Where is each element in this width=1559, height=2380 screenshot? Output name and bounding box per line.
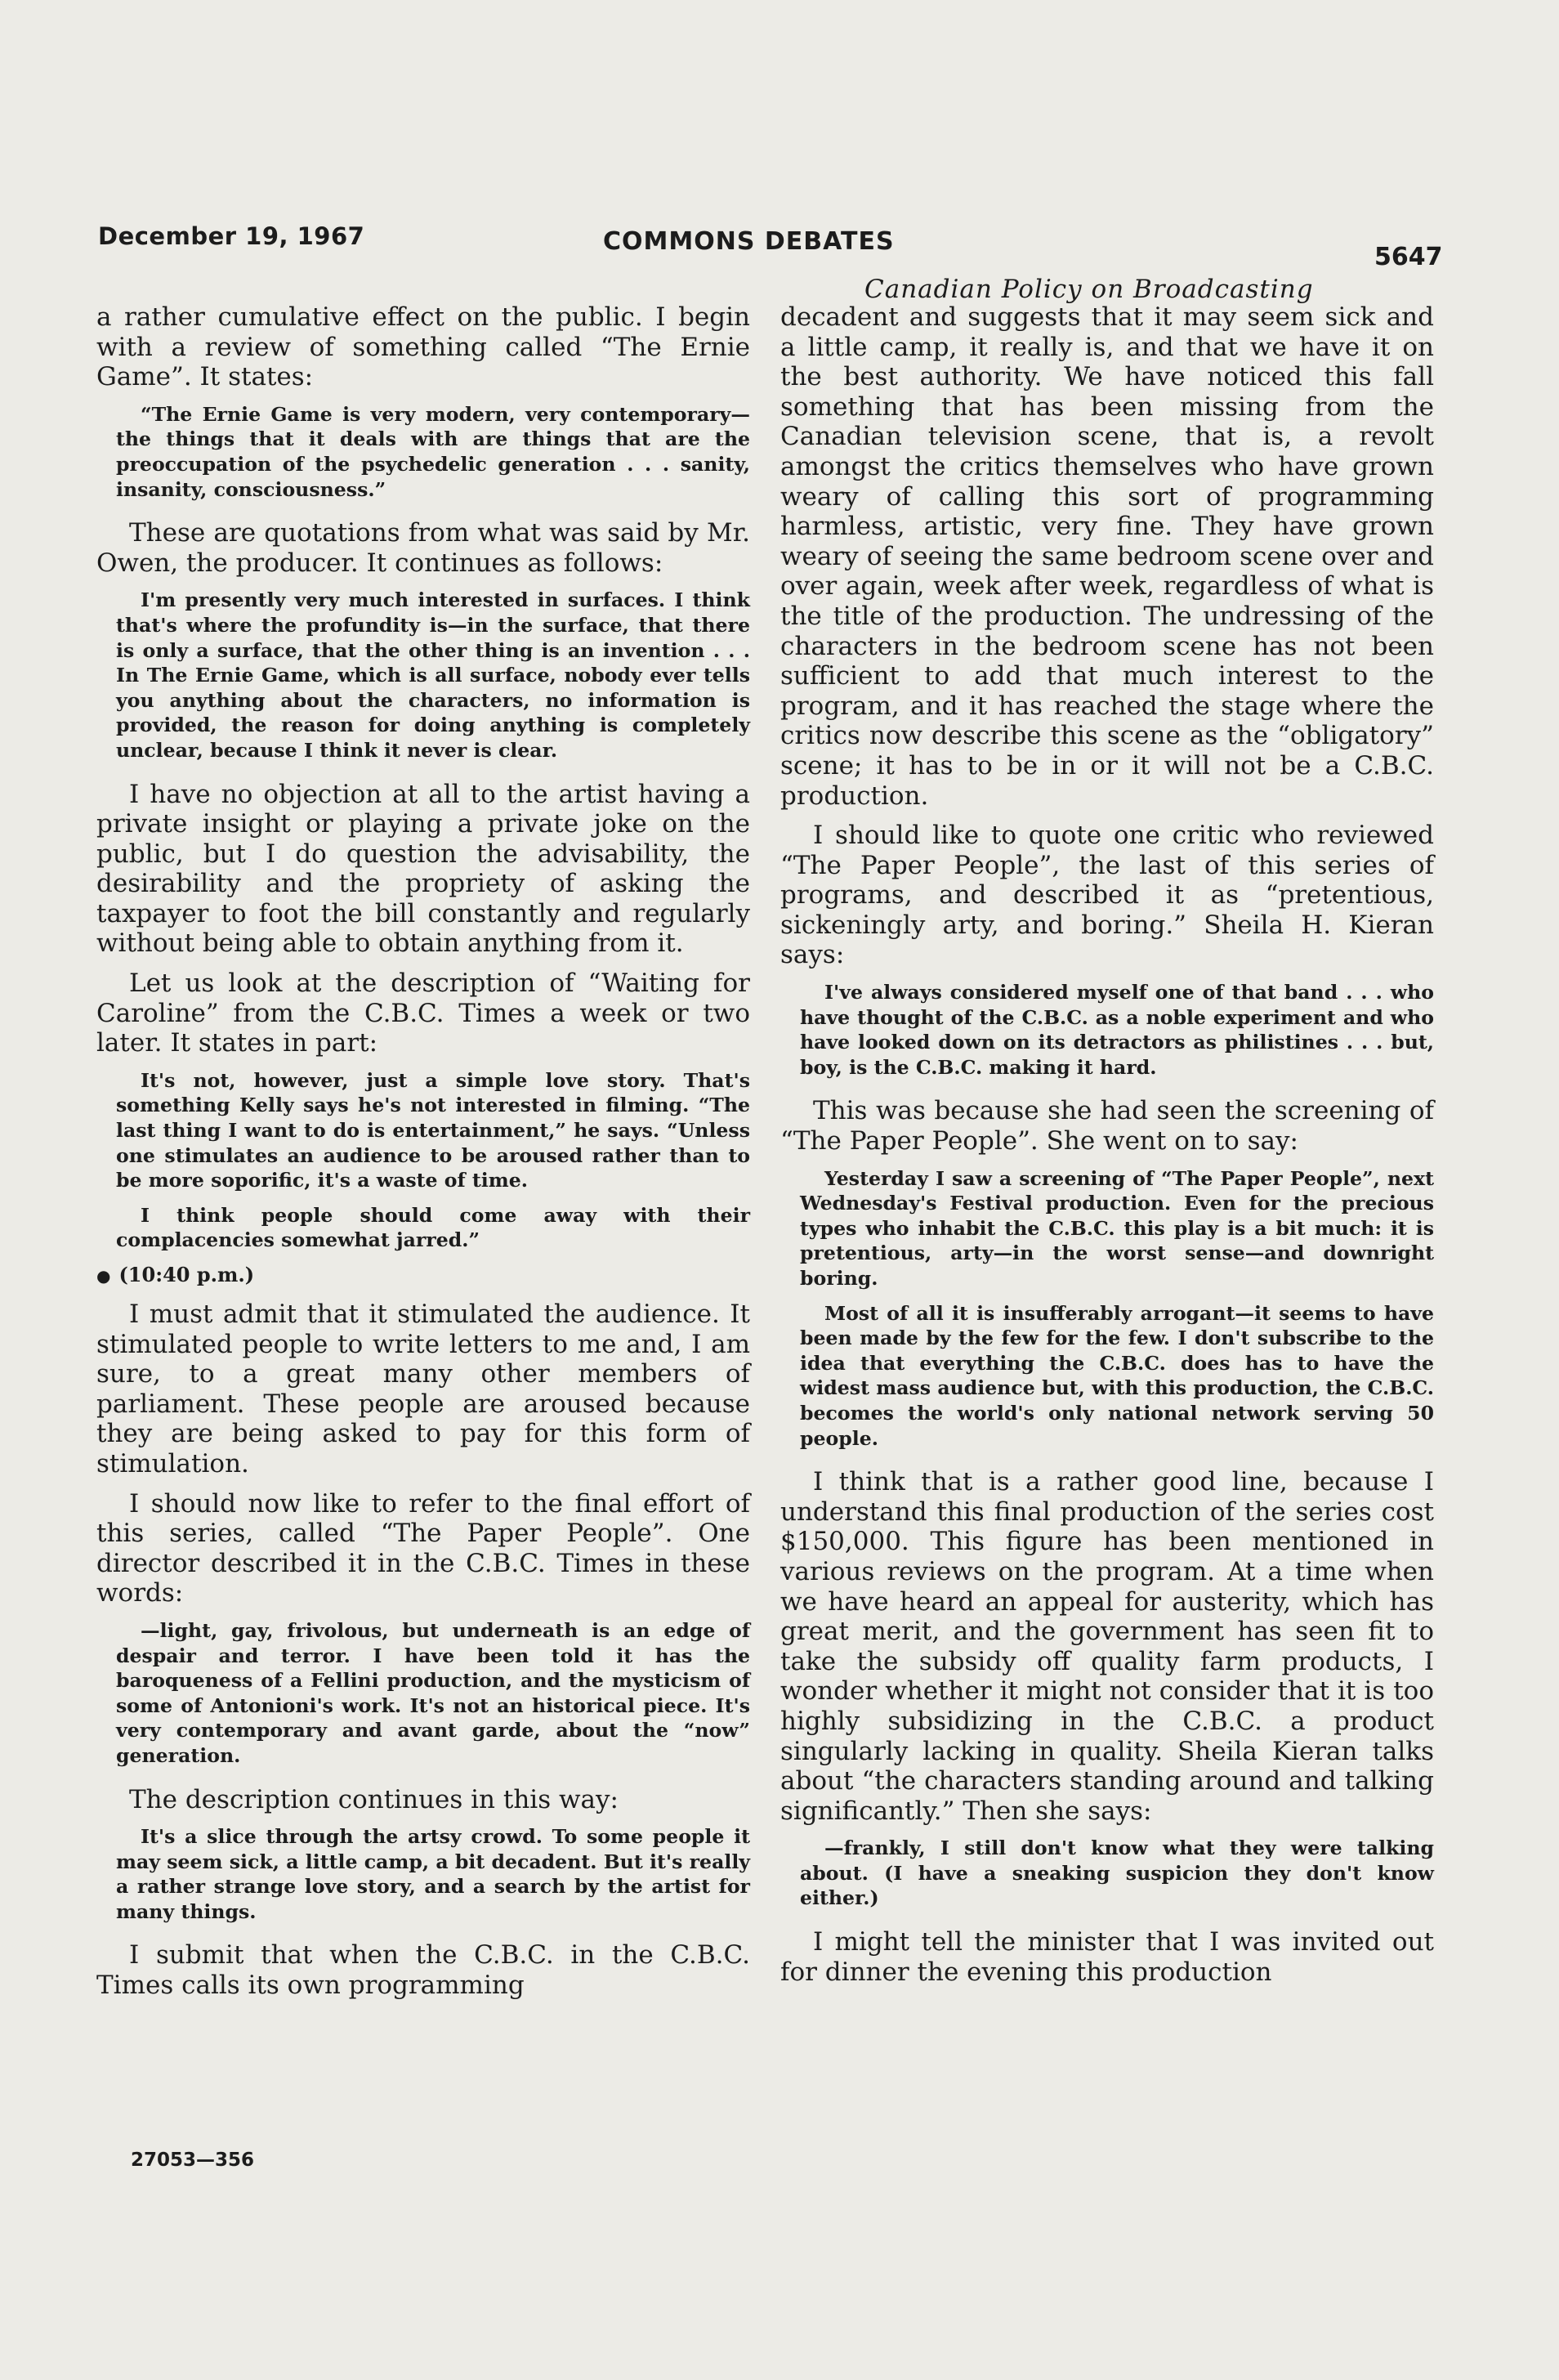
paragraph: a rather cumulative effect on the public. I begin with a review of something called “The Ernie Game”. It states: bbox=[96, 302, 750, 392]
paragraph: I should like to quote one critic who reviewed “The Paper People”, the last of this series of programs, and described it as “pretentious, sickeningly arty, and boring.” Sheila H. Kieran says: bbox=[780, 821, 1434, 970]
paragraph: I must admit that it stimulated the audience. It stimulated people to write letters to me and, I am sure, to a great many other members of parliament. These people are aroused because they are being asked to pay for this form of stimulation. bbox=[96, 1300, 750, 1479]
block-quote: I think people should come away with their complacencies somewhat jarred.” bbox=[116, 1203, 750, 1252]
page-number: 5647 bbox=[1374, 243, 1443, 271]
time-stamp-text: (10:40 p.m.) bbox=[118, 1263, 255, 1286]
block-quote: It's a slice through the artsy crowd. To some people it may seem sick, a little camp, a bit decadent. But it's really a rather strange love story, and a search by the artist for many things. bbox=[116, 1825, 750, 1923]
paragraph: I might tell the minister that I was invited out for dinner the evening this production bbox=[780, 1927, 1434, 1987]
paragraph: I think that is a rather good line, because I understand this final production of the series cost $150,000. This figure has been mentioned in various reviews on the program. At a time when we have heard an appeal for austerity, which has great merit, and the government has seen fit to take the subsidy off quality farm products, I wonder whether it might not consider that it is too highly subsidizing in the C.B.C. a product singularly lacking in quality. Sheila Kieran talks about “the characters standing around and talking significantly.” Then she says: bbox=[780, 1467, 1434, 1826]
paragraph: I submit that when the C.B.C. in the C.B.C. Times calls its own programming bbox=[96, 1940, 750, 2001]
left-column bbox=[96, 302, 750, 2001]
block-quote: —light, gay, frivolous, but underneath is an edge of despair and terror. I have been told it has the baroqueness of a Fellini production, and the mysticism of some of Antonioni's work. It's not an historical piece. It's very contemporary and avant garde, about the “now” generation. bbox=[116, 1618, 750, 1767]
block-quote: Yesterday I saw a screening of “The Paper People”, next Wednesday's Festival production. Even for the precious types who inhabit the C.B.C. this play is a bit much: it is pretentious, arty—in the worst sense—and downright boring. bbox=[800, 1166, 1434, 1290]
page-title: COMMONS DEBATES bbox=[603, 227, 895, 256]
paragraph: decadent and suggests that it may seem sick and a little camp, it really is, and that we have it on the best authority. We have noticed this fall something that has been missing from the Canadian television scene, that is, a revolt amongst the critics themselves who have grown weary of calling this sort of programming harmless, artistic, very fine. They have grown weary of seeing the same bedroom scene over and over again, week after week, regardless of what is the title of the production. The undressing of the characters in the bedroom scene has not been sufficient to add that much interest to the program, and it has reached the stage where the critics now describe this scene as the “obligatory” scene; it has to be in or it will not be a C.B.C. production. bbox=[780, 302, 1434, 811]
block-quote: I've always considered myself one of that band . . . who have thought of the C.B.C. as a noble experiment and who have looked down on its detractors as philistines . . . but, boy, is the C.B.C. making it hard. bbox=[800, 981, 1434, 1079]
paragraph: I should now like to refer to the final effort of this series, called “The Paper People”. One director described it in the C.B.C. Times in these words: bbox=[96, 1488, 750, 1608]
paragraph: This was because she had seen the screening of “The Paper People”. She went on to say: bbox=[780, 1096, 1434, 1156]
subject-heading: Canadian Policy on Broadcasting bbox=[864, 275, 1314, 304]
time-stamp bbox=[96, 1263, 750, 1286]
block-quote: Most of all it is insufferably arrogant—it seems to have been made by the few for the few. I don't subscribe to the idea that everything the C.B.C. does has to have the widest mass audience but, with this production, the C.B.C. becomes the world's only national network serving 50 people. bbox=[800, 1301, 1434, 1450]
paragraph: The description continues in this way: bbox=[129, 1784, 619, 1814]
header-date: December 19, 1967 bbox=[98, 222, 365, 250]
paragraph: I have no objection at all to the artist having a private insight or playing a private joke on the public, but I do question the advisability, the desirability and the propriety of asking the taxpayer to foot the bill constantly and regularly without being able to obtain anything from it. bbox=[96, 779, 750, 959]
block-quote: “The Ernie Game is very modern, very contemporary—the things that it deals with are things that are the preoccupation of the psychedelic generation . . . sanity, insanity, consciousness.” bbox=[116, 402, 750, 501]
block-quote: —frankly, I still don't know what they were talking about. (I have a sneaking suspicion they don't know either.) bbox=[800, 1836, 1434, 1910]
block-quote: I'm presently very much interested in surfaces. I think that's where the profundity is—in the surface, that there is only a surface, that the other thing is an invention . . . In The Ernie Game, which is all surface, nobody ever tells you anything about the characters, no information is provided, the reason for doing anything is completely unclear, because I think it never is clear. bbox=[116, 588, 750, 762]
right-column bbox=[780, 302, 1434, 1987]
block-quote: It's not, however, just a simple love story. That's something Kelly says he's not interested in filming. “The last thing I want to do is entertainment,” he says. “Unless one stimulates an audience to be aroused rather than to be more soporific, it's a waste of time. bbox=[116, 1068, 750, 1192]
paragraph: These are quotations from what was said by Mr. Owen, the producer. It continues as follows: bbox=[96, 518, 750, 578]
footer-code: 27053—356 bbox=[131, 2150, 255, 2171]
bullet-icon: ● bbox=[96, 1266, 111, 1286]
paragraph: Let us look at the description of “Waiting for Caroline” from the C.B.C. Times a week or two later. It states in part: bbox=[96, 969, 750, 1058]
